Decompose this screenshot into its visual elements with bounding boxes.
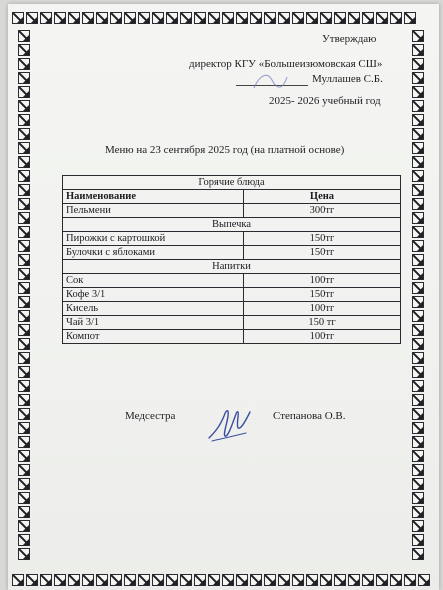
border-ornament-tile [18,72,30,84]
border-ornament-tile [82,12,94,24]
item-price: 300тг [244,204,401,218]
border-ornament-tile [222,574,234,586]
item-name: Кофе 3/1 [63,288,244,302]
border-ornament-tile [18,380,30,392]
border-ornament-tile [152,12,164,24]
director-name: Муллашев С.Б. [312,73,383,85]
border-ornament-tile [278,574,290,586]
item-price: 150тг [244,246,401,260]
nurse-role-label: Медсестра [125,410,176,422]
border-ornament-tile [18,184,30,196]
border-ornament-tile [376,574,388,586]
border-ornament-tile [412,254,424,266]
border-ornament-tile [412,436,424,448]
border-ornament-tile [222,12,234,24]
nurse-signature [206,402,252,444]
border-ornament-tile [18,198,30,210]
border-ornament-tile [18,128,30,140]
border-ornament-tile [166,12,178,24]
item-name: Сок [63,274,244,288]
section-title: Напитки [63,260,401,274]
border-ornament-tile [12,12,24,24]
border-ornament-tile [390,574,402,586]
border-ornament-tile [124,574,136,586]
border-ornament-tile [264,574,276,586]
border-ornament-tile [18,520,30,532]
border-ornament-tile [320,574,332,586]
border-ornament-tile [68,574,80,586]
item-name: Чай 3/1 [63,316,244,330]
section-row-hot-dishes [63,176,401,190]
director-title: директор КГУ «Большеизюмовская СШ» [189,58,383,70]
border-ornament-tile [292,574,304,586]
border-ornament-tile [412,86,424,98]
border-ornament-tile [412,422,424,434]
border-ornament-tile [96,12,108,24]
border-ornament-tile [362,12,374,24]
border-ornament-tile [18,436,30,448]
table-row [63,274,401,288]
border-ornament-tile [18,492,30,504]
border-ornament-tile [18,296,30,308]
border-ornament-tile [412,226,424,238]
border-ornament-tile [18,548,30,560]
border-ornament-tile [18,212,30,224]
section-title: Горячие блюда [63,176,401,190]
border-ornament-tile [40,574,52,586]
border-ornament-tile [412,464,424,476]
border-ornament-tile [412,58,424,70]
border-ornament-tile [18,30,30,42]
decorative-border-left [18,30,32,570]
item-name: Пельмени [63,204,244,218]
border-ornament-tile [110,12,122,24]
approval-label: Утверждаю [322,33,377,45]
item-price: 100тг [244,330,401,344]
border-ornament-tile [110,574,122,586]
border-ornament-tile [412,324,424,336]
border-ornament-tile [412,142,424,154]
school-year: 2025- 2026 учебный год [269,95,381,107]
border-ornament-tile [18,506,30,518]
border-ornament-tile [306,574,318,586]
border-ornament-tile [208,574,220,586]
border-ornament-tile [292,12,304,24]
decorative-border-right [412,30,426,570]
border-ornament-tile [412,212,424,224]
item-price: 100тг [244,274,401,288]
border-ornament-tile [18,268,30,280]
border-ornament-tile [412,352,424,364]
table-row [63,232,401,246]
border-ornament-tile [208,12,220,24]
border-ornament-tile [124,12,136,24]
table-row [63,330,401,344]
border-ornament-tile [412,548,424,560]
border-ornament-tile [26,574,38,586]
border-ornament-tile [54,574,66,586]
border-ornament-tile [412,240,424,252]
border-ornament-tile [18,394,30,406]
border-ornament-tile [404,12,416,24]
border-ornament-tile [26,12,38,24]
border-ornament-tile [18,534,30,546]
border-ornament-tile [362,574,374,586]
border-ornament-tile [18,408,30,420]
border-ornament-tile [412,72,424,84]
border-ornament-tile [404,574,416,586]
border-ornament-tile [412,520,424,532]
column-header-name: Наименование [63,190,244,204]
border-ornament-tile [412,366,424,378]
nurse-name: Степанова О.В. [273,410,346,422]
border-ornament-tile [138,12,150,24]
border-ornament-tile [180,12,192,24]
border-ornament-tile [418,574,430,586]
border-ornament-tile [412,198,424,210]
border-ornament-tile [412,156,424,168]
border-ornament-tile [18,366,30,378]
border-ornament-tile [68,12,80,24]
border-ornament-tile [412,100,424,112]
border-ornament-tile [18,100,30,112]
border-ornament-tile [12,574,24,586]
border-ornament-tile [412,268,424,280]
border-ornament-tile [152,574,164,586]
border-ornament-tile [194,12,206,24]
border-ornament-tile [18,282,30,294]
border-ornament-tile [82,574,94,586]
border-ornament-tile [348,12,360,24]
border-ornament-tile [412,478,424,490]
item-name: Булочки с яблоками [63,246,244,260]
border-ornament-tile [250,574,262,586]
border-ornament-tile [412,30,424,42]
item-name: Компот [63,330,244,344]
column-header-price: Цена [244,190,401,204]
table-row [63,246,401,260]
border-ornament-tile [412,450,424,462]
border-ornament-tile [18,58,30,70]
border-ornament-tile [348,574,360,586]
item-price: 150тг [244,288,401,302]
border-ornament-tile [412,394,424,406]
border-ornament-tile [236,574,248,586]
border-ornament-tile [194,574,206,586]
item-price: 100тг [244,302,401,316]
border-ornament-tile [18,44,30,56]
border-ornament-tile [412,310,424,322]
section-title: Выпечка [63,218,401,232]
border-ornament-tile [264,12,276,24]
section-row-bakery [63,218,401,232]
decorative-border-top [12,12,428,26]
border-ornament-tile [412,338,424,350]
border-ornament-tile [54,12,66,24]
border-ornament-tile [18,114,30,126]
item-price: 150тг [244,232,401,246]
border-ornament-tile [334,12,346,24]
border-ornament-tile [412,44,424,56]
border-ornament-tile [18,86,30,98]
table-row [63,204,401,218]
border-ornament-tile [334,574,346,586]
table-row [63,302,401,316]
border-ornament-tile [180,574,192,586]
border-ornament-tile [18,464,30,476]
border-ornament-tile [412,408,424,420]
border-ornament-tile [18,478,30,490]
border-ornament-tile [18,338,30,350]
border-ornament-tile [18,324,30,336]
border-ornament-tile [138,574,150,586]
border-ornament-tile [412,534,424,546]
border-ornament-tile [412,492,424,504]
border-ornament-tile [18,352,30,364]
border-ornament-tile [412,282,424,294]
border-ornament-tile [18,450,30,462]
border-ornament-tile [412,184,424,196]
border-ornament-tile [306,12,318,24]
item-price: 150 тг [244,316,401,330]
border-ornament-tile [18,240,30,252]
border-ornament-tile [250,12,262,24]
border-ornament-tile [18,142,30,154]
border-ornament-tile [96,574,108,586]
menu-title: Меню на 23 сентября 2025 год (на платной основе) [105,144,345,156]
decorative-border-bottom [12,574,432,588]
item-name: Кисель [63,302,244,316]
border-ornament-tile [412,170,424,182]
border-ornament-tile [412,128,424,140]
director-signature-mark [250,68,290,96]
border-ornament-tile [412,506,424,518]
border-ornament-tile [320,12,332,24]
table-header-row [63,190,401,204]
border-ornament-tile [18,310,30,322]
border-ornament-tile [40,12,52,24]
border-ornament-tile [376,12,388,24]
border-ornament-tile [412,114,424,126]
border-ornament-tile [18,254,30,266]
border-ornament-tile [412,380,424,392]
border-ornament-tile [412,296,424,308]
border-ornament-tile [166,574,178,586]
border-ornament-tile [18,170,30,182]
border-ornament-tile [18,422,30,434]
border-ornament-tile [18,226,30,238]
border-ornament-tile [390,12,402,24]
table-row [63,316,401,330]
border-ornament-tile [278,12,290,24]
border-ornament-tile [18,156,30,168]
menu-table [62,175,401,344]
item-name: Пирожки с картошкой [63,232,244,246]
border-ornament-tile [236,12,248,24]
section-row-drinks [63,260,401,274]
table-row [63,288,401,302]
